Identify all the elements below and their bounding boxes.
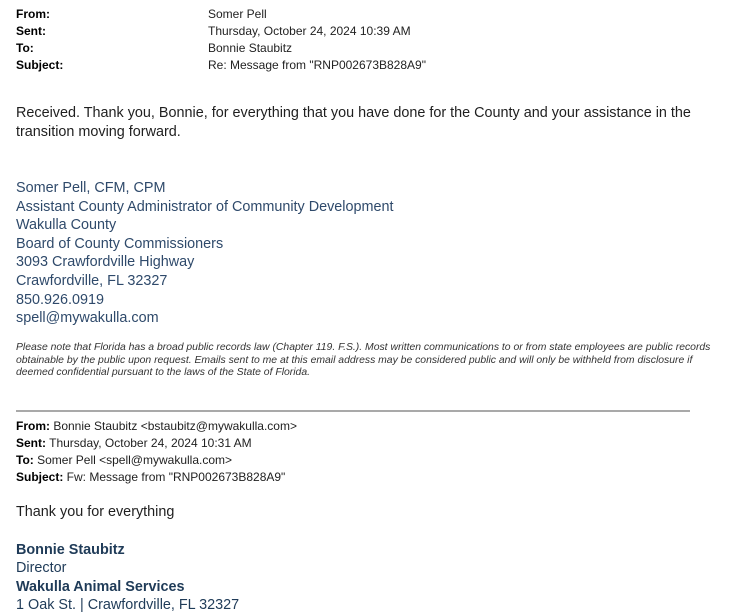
header-subject-value: Re: Message from "RNP002673B828A9": [208, 58, 426, 72]
signature-county: Wakulla County: [16, 217, 117, 234]
header-subject-label: Subject:: [16, 58, 64, 72]
header-sent-label: Sent:: [16, 24, 46, 38]
fwd-signature-name: Bonnie Staubitz: [16, 542, 125, 558]
divider: [16, 410, 690, 412]
header-from-value: Somer Pell: [208, 7, 267, 21]
signature-board: Board of County Commissioners: [16, 235, 224, 252]
header-sent-row: [16, 23, 716, 40]
fwd-signature-title: Director: [16, 560, 67, 577]
fwd-to-row: [16, 452, 716, 469]
fwd-signature-address: 1 Oak St. | Crawfordville, FL 32327: [16, 597, 240, 614]
header-from-label: From:: [16, 7, 50, 21]
fwd-sent-label: Sent:: [16, 436, 46, 450]
public-records-notice: Please note that Florida has a broad public records law (Chapter 119. F.S.). Most written communications to or from state employees are public records obtainable by the public upon request. Emails sent to me at this email address may be considered public and will only be withheld from disclosure if deemed confidential pursuant to the laws of the State of Florida.: [16, 342, 711, 378]
fwd-subject-row: [16, 469, 716, 486]
fwd-from-row: [16, 418, 716, 435]
signature-title: Assistant County Administrator of Community Development: [16, 198, 394, 215]
signature-phone: 850.926.0919: [16, 291, 105, 308]
signature-email: spell@mywakulla.com: [16, 310, 159, 327]
header-to-value: Bonnie Staubitz: [208, 41, 293, 55]
email-body: Received. Thank you, Bonnie, for everything that you have done for the County and your assistance in the transition moving forward.: [16, 105, 691, 140]
email-header: [16, 6, 716, 74]
header-subject-row: [16, 57, 716, 74]
fwd-to-value: Somer Pell <spell@mywakulla.com>: [33, 453, 233, 467]
fwd-sent-value: Thursday, October 24, 2024 10:31 AM: [46, 436, 252, 450]
fwd-to-label: To:: [16, 453, 34, 467]
signature-name: Somer Pell, CFM, CPM: [16, 180, 166, 196]
fwd-sent-row: [16, 435, 716, 452]
fwd-subject-label: Subject:: [16, 470, 64, 484]
forwarded-body: Thank you for everything: [16, 504, 175, 520]
signature-block: [16, 179, 616, 328]
signature-street: 3093 Crawfordville Highway: [16, 254, 195, 271]
fwd-from-label: From:: [16, 419, 50, 433]
fwd-subject-value: Fw: Message from "RNP002673B828A9": [63, 470, 286, 484]
header-sent-value: Thursday, October 24, 2024 10:39 AM: [208, 24, 411, 38]
fwd-signature-org: Wakulla Animal Services: [16, 578, 185, 595]
fwd-from-value: Bonnie Staubitz <bstaubitz@mywakulla.com>: [50, 419, 297, 433]
forwarded-signature: [16, 541, 616, 615]
forwarded-header: [16, 418, 716, 486]
header-to-row: [16, 40, 716, 57]
header-from-row: [16, 6, 716, 23]
signature-city: Crawfordville, FL 32327: [16, 272, 168, 289]
header-to-label: To:: [16, 41, 34, 55]
